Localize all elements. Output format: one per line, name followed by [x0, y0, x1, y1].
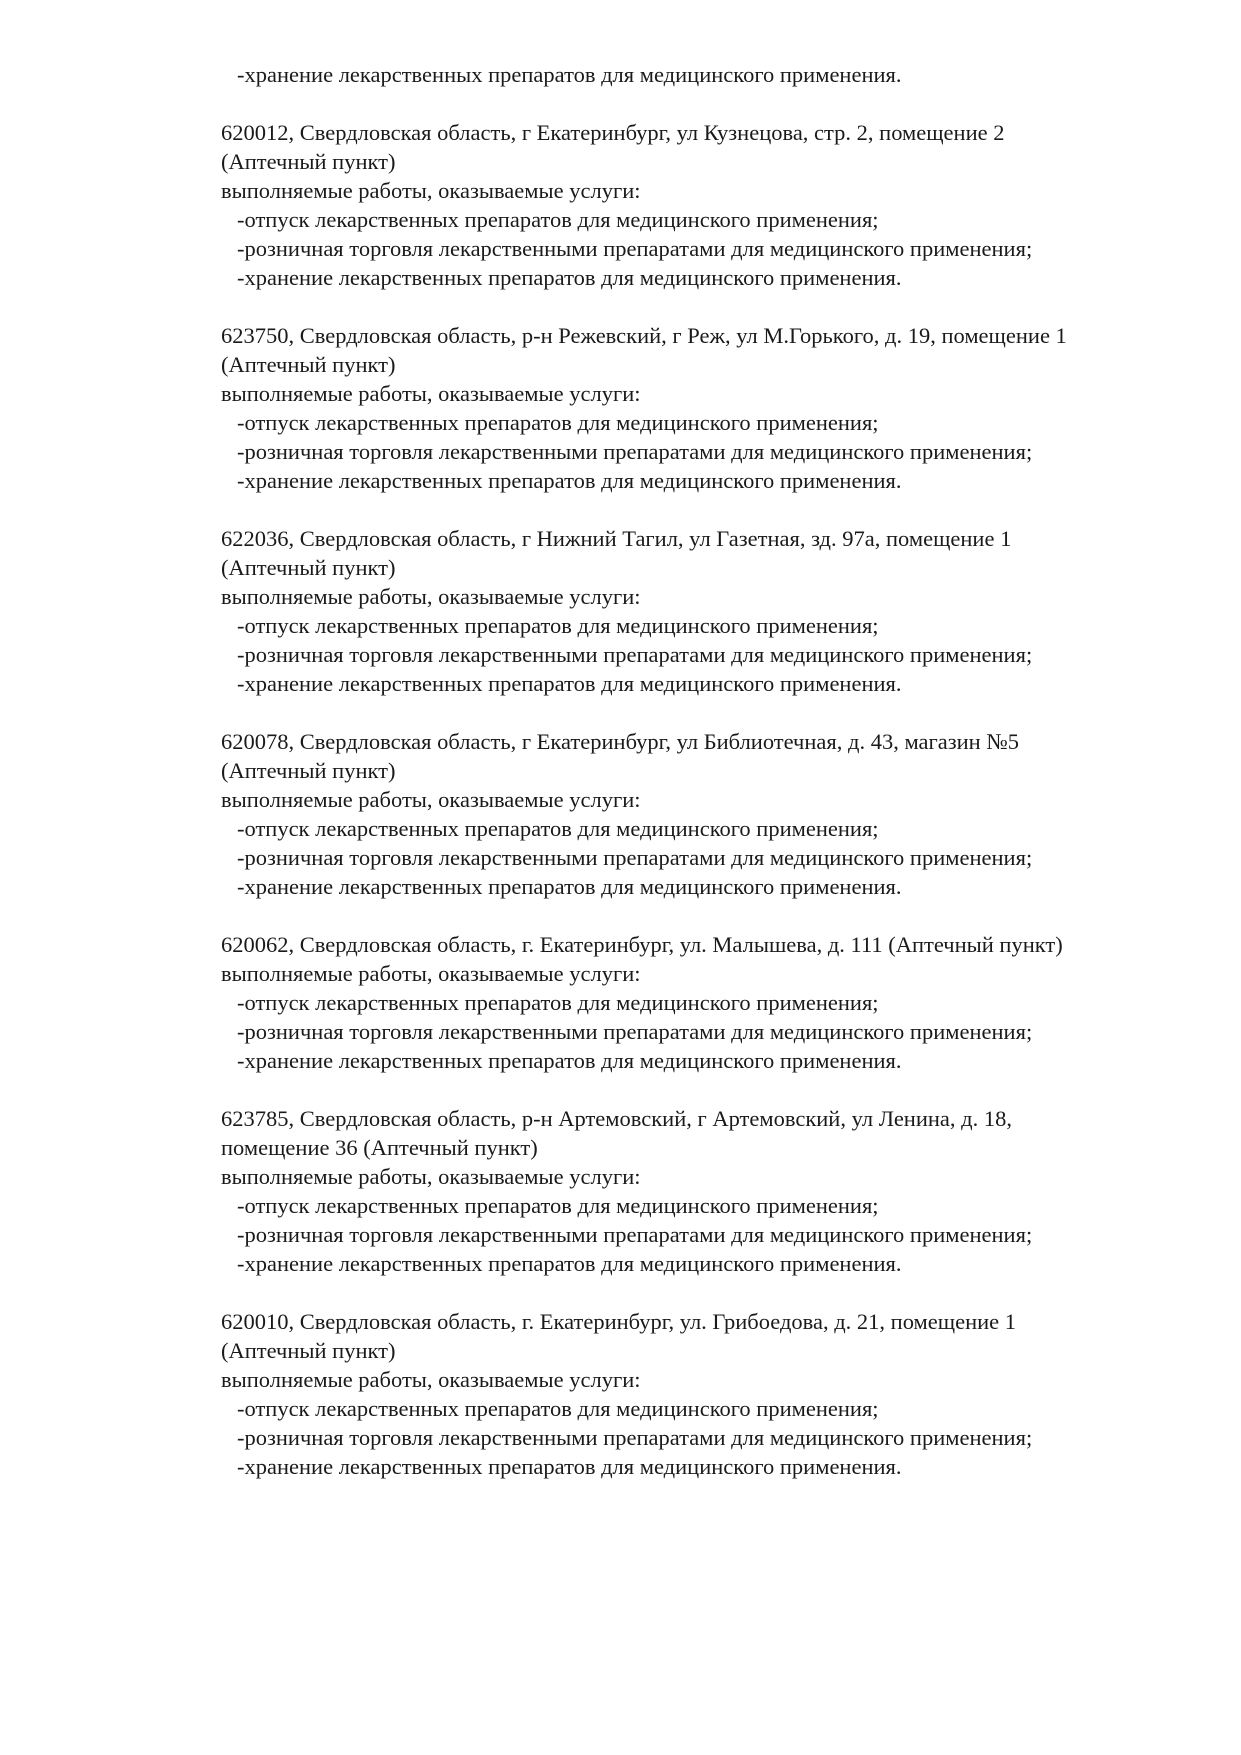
address-line: помещение 36 (Аптечный пункт): [221, 1135, 538, 1160]
service-item: -отпуск лекарственных препаратов для медицинского применения;: [237, 207, 879, 232]
service-item: -хранение лекарственных препаратов для медицинского применения.: [237, 1048, 902, 1073]
service-item: -хранение лекарственных препаратов для медицинского применения.: [237, 265, 902, 290]
service-item: -розничная торговля лекарственными препаратами для медицинского применения;: [237, 1425, 1033, 1450]
address-line: (Аптечный пункт): [221, 555, 396, 580]
pharmacy-entry: [221, 118, 1181, 292]
pharmacy-entry: [221, 321, 1181, 495]
address-line: (Аптечный пункт): [221, 149, 396, 174]
service-item: -хранение лекарственных препаратов для медицинского применения.: [237, 1251, 902, 1276]
pharmacy-entry: [221, 727, 1181, 901]
service-item: -хранение лекарственных препаратов для медицинского применения.: [237, 671, 902, 696]
services-header: выполняемые работы, оказываемые услуги:: [221, 1164, 641, 1189]
services-header: выполняемые работы, оказываемые услуги:: [221, 381, 641, 406]
address-line: (Аптечный пункт): [221, 352, 396, 377]
service-item: -хранение лекарственных препаратов для медицинского применения.: [237, 1454, 902, 1479]
service-item: -отпуск лекарственных препаратов для медицинского применения;: [237, 816, 879, 841]
continued-service-item: -хранение лекарственных препаратов для медицинского применения.: [237, 62, 902, 87]
service-item: -розничная торговля лекарственными препаратами для медицинского применения;: [237, 642, 1033, 667]
document-page: [221, 60, 1181, 1481]
address-line: 620062, Свердловская область, г. Екатеринбург, ул. Малышева, д. 111 (Аптечный пункт): [221, 932, 1063, 957]
services-header: выполняемые работы, оказываемые услуги:: [221, 961, 641, 986]
service-item: -отпуск лекарственных препаратов для медицинского применения;: [237, 410, 879, 435]
service-item: -розничная торговля лекарственными препаратами для медицинского применения;: [237, 439, 1033, 464]
pharmacy-entry: [221, 1104, 1181, 1278]
pharmacy-entry: [221, 524, 1181, 698]
pharmacy-entry: [221, 930, 1181, 1075]
address-line: 620010, Свердловская область, г. Екатеринбург, ул. Грибоедова, д. 21, помещение 1: [221, 1309, 1017, 1334]
address-line: 622036, Свердловская область, г Нижний Тагил, ул Газетная, зд. 97а, помещение 1: [221, 526, 1012, 551]
address-line: 623750, Свердловская область, р-н Режевский, г Реж, ул М.Горького, д. 19, помещение 1: [221, 323, 1067, 348]
service-item: -розничная торговля лекарственными препаратами для медицинского применения;: [237, 845, 1033, 870]
service-item: -розничная торговля лекарственными препаратами для медицинского применения;: [237, 1019, 1033, 1044]
service-item: -хранение лекарственных препаратов для медицинского применения.: [237, 468, 902, 493]
service-item: -хранение лекарственных препаратов для медицинского применения.: [237, 874, 902, 899]
service-item: -отпуск лекарственных препаратов для медицинского применения;: [237, 990, 879, 1015]
service-item: -розничная торговля лекарственными препаратами для медицинского применения;: [237, 236, 1033, 261]
address-line: 620078, Свердловская область, г Екатеринбург, ул Библиотечная, д. 43, магазин №5: [221, 729, 1020, 754]
address-line: 623785, Свердловская область, р-н Артемовский, г Артемовский, ул Ленина, д. 18,: [221, 1106, 1012, 1131]
service-item: -отпуск лекарственных препаратов для медицинского применения;: [237, 1396, 879, 1421]
address-line: (Аптечный пункт): [221, 1338, 396, 1363]
address-line: (Аптечный пункт): [221, 758, 396, 783]
services-header: выполняемые работы, оказываемые услуги:: [221, 787, 641, 812]
address-line: 620012, Свердловская область, г Екатеринбург, ул Кузнецова, стр. 2, помещение 2: [221, 120, 1005, 145]
service-item: -отпуск лекарственных препаратов для медицинского применения;: [237, 613, 879, 638]
service-item: -отпуск лекарственных препаратов для медицинского применения;: [237, 1193, 879, 1218]
services-header: выполняемые работы, оказываемые услуги:: [221, 1367, 641, 1392]
pharmacy-entry: [221, 1307, 1181, 1481]
service-item: -розничная торговля лекарственными препаратами для медицинского применения;: [237, 1222, 1033, 1247]
services-header: выполняемые работы, оказываемые услуги:: [221, 178, 641, 203]
services-header: выполняемые работы, оказываемые услуги:: [221, 584, 641, 609]
